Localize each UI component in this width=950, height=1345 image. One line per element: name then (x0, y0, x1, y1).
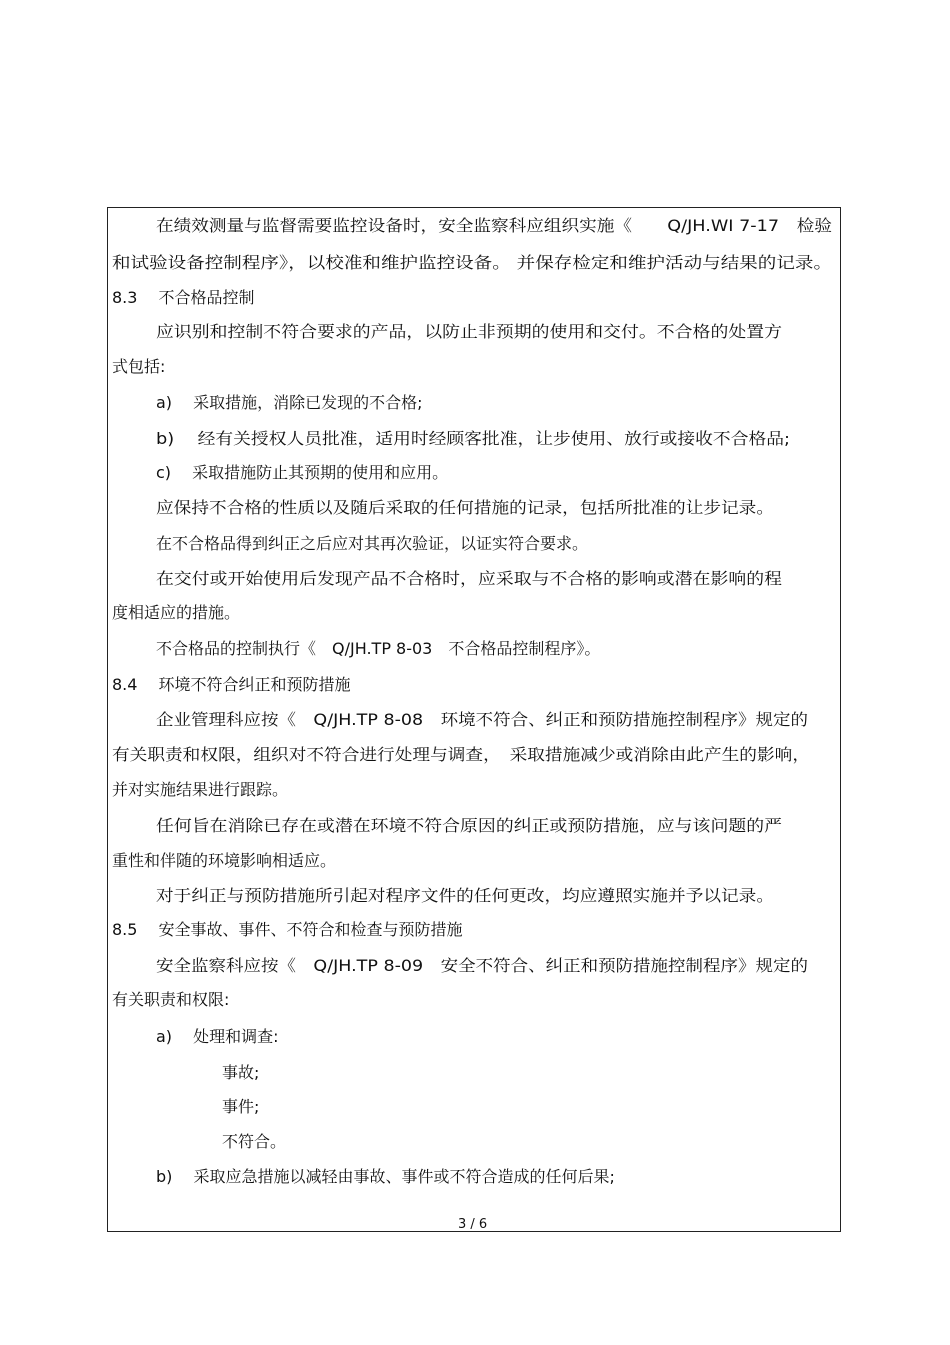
text-line: 不合格品的控制执行《 Q/JH.TP 8-03 不合格品控制程序》。 (156, 639, 601, 658)
text-line: 安全监察科应按《 Q/JH.TP 8-09 安全不符合、纠正和预防措施控制程序》规定的 (156, 956, 808, 975)
text-line: b) 经有关授权人员批准，适用时经顾客批准，让步使用、放行或接收不合格品; (156, 429, 790, 448)
text-line: 对于纠正与预防措施所引起对程序文件的任何更改，均应遵照实施并予以记录。 (156, 886, 774, 905)
text-line: 事故; (222, 1063, 260, 1082)
text-line: 有关职责和权限，组织对不符合进行处理与调查， 采取措施减少或消除由此产生的影响， (112, 745, 810, 764)
text-line: 任何旨在消除已存在或潜在环境不符合原因的纠正或预防措施，应与该问题的严 (156, 816, 782, 835)
text-line: a) 处理和调查: (156, 1027, 279, 1046)
text-line: 有关职责和权限: (112, 990, 230, 1009)
text-line: 在不合格品得到纠正之后应对其再次验证，以证实符合要求。 (156, 534, 589, 553)
text-line: 在绩效测量与监督需要监控设备时，安全监察科应组织实施《 Q/JH.WI 7-17 检验 (156, 216, 832, 235)
text-line: 事件; (222, 1097, 260, 1116)
text-line: 和试验设备控制程序》，以校准和维护监控设备。 并保存检定和维护活动与结果的记录。 (112, 253, 832, 272)
text-line: 在交付或开始使用后发现产品不合格时，应采取与不合格的影响或潜在影响的程 (156, 569, 782, 588)
text-line: 式包括: (112, 357, 166, 376)
text-line: 8.5 安全事故、事件、不符合和检查与预防措施 (112, 920, 463, 939)
text-line: b) 采取应急措施以减轻由事故、事件或不符合造成的任何后果; (156, 1167, 615, 1186)
text-line: 应保持不合格的性质以及随后采取的任何措施的记录，包括所批准的让步记录。 (156, 498, 774, 517)
text-line: 度相适应的措施。 (112, 603, 241, 622)
text-line: 8.4 环境不符合纠正和预防措施 (112, 675, 351, 694)
text-line: 并对实施结果进行跟踪。 (112, 780, 289, 799)
page-number: 3 / 6 (458, 1217, 488, 1232)
text-line: a) 采取措施，消除已发现的不合格; (156, 393, 423, 412)
text-line: 不符合。 (222, 1132, 287, 1151)
text-line: 重性和伴随的环境影响相适应。 (112, 851, 337, 870)
text-line: 8.3 不合格品控制 (112, 288, 255, 307)
text-line: 应识别和控制不符合要求的产品，以防止非预期的使用和交付。不合格的处置方 (156, 322, 782, 341)
text-line: 企业管理科应按《 Q/JH.TP 8-08 环境不符合、纠正和预防措施控制程序》规定的 (156, 710, 808, 729)
text-line: c) 采取措施防止其预期的使用和应用。 (156, 463, 449, 482)
